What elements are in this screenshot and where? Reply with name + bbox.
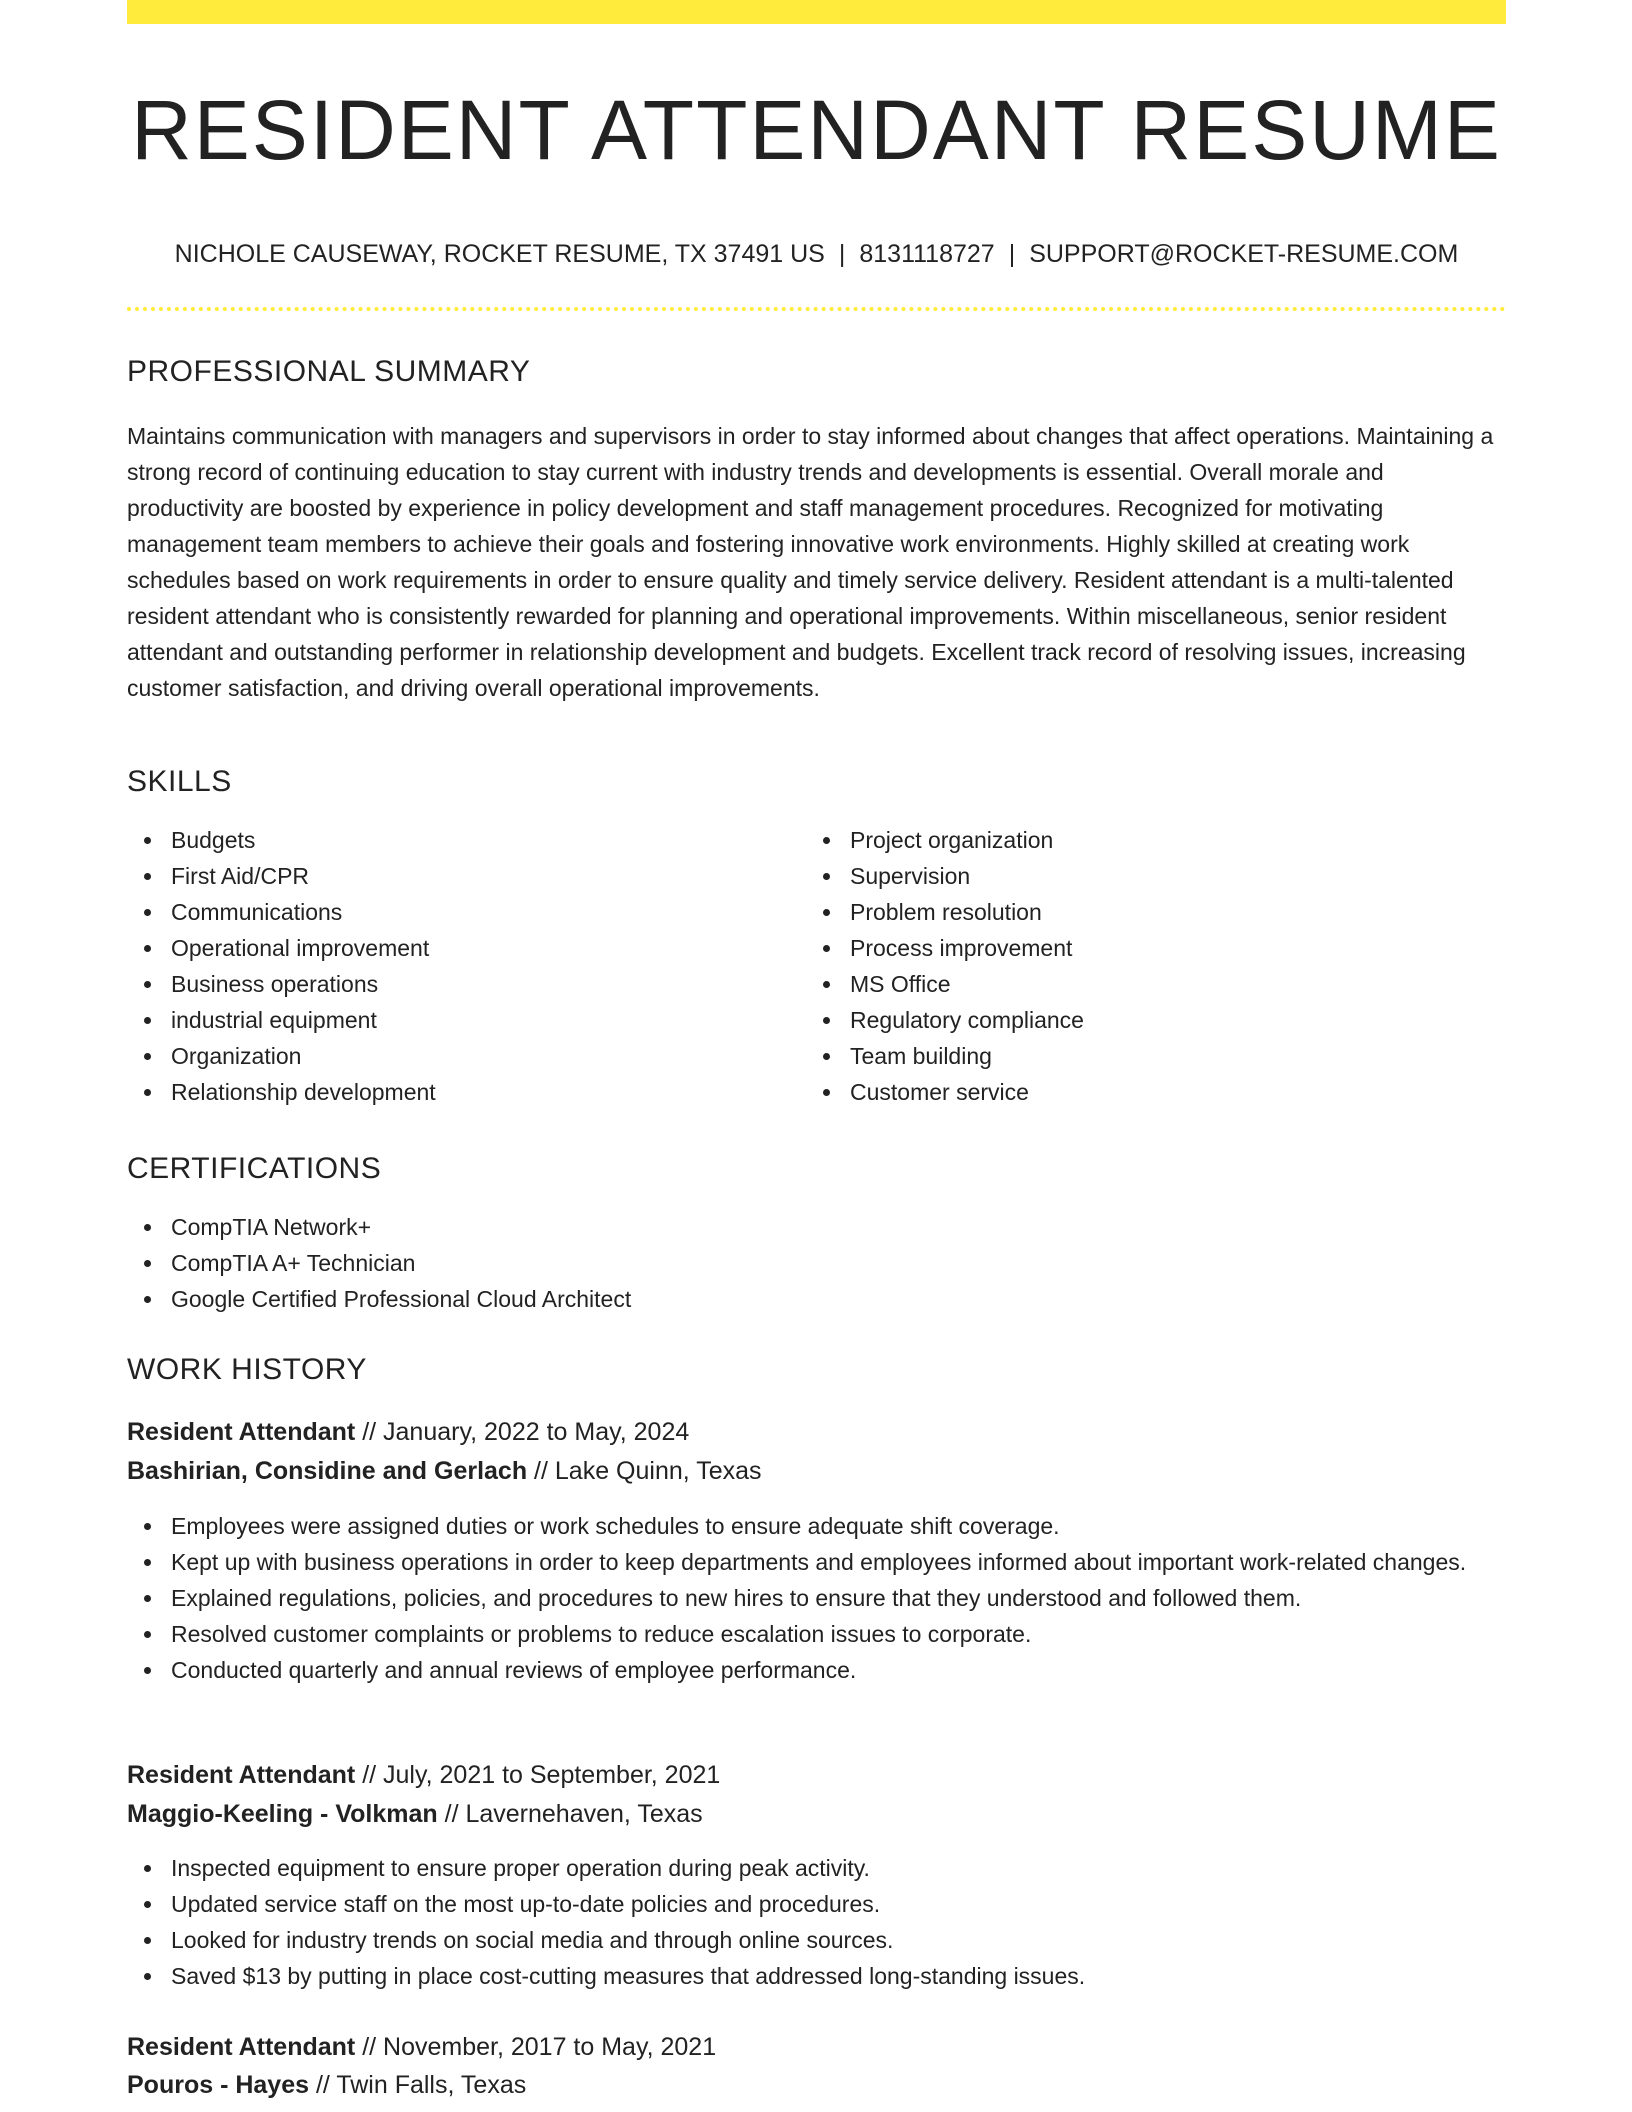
skill-item: Budgets xyxy=(127,822,787,858)
skill-item: Process improvement xyxy=(806,930,1506,966)
job-company: Bashirian, Considine and Gerlach xyxy=(127,1457,528,1485)
contact-separator: | xyxy=(1008,240,1016,268)
job-role: Resident Attendant xyxy=(127,1418,356,1446)
job-title-line xyxy=(127,1756,720,1794)
certifications-heading: CERTIFICATIONS xyxy=(127,1152,382,1185)
job-duty-item: Explained regulations, policies, and procedures to new hires to ensure that they understood and followed them. xyxy=(127,1580,1506,1616)
job-duty-item: Inspected equipment to ensure proper operation during peak activity. xyxy=(127,1850,1506,1886)
skill-item: industrial equipment xyxy=(127,1002,787,1038)
page-title: RESIDENT ATTENDANT RESUME xyxy=(131,83,1502,177)
skill-item: Supervision xyxy=(806,858,1506,894)
job-dates: // January, 2022 to May, 2024 xyxy=(355,1418,690,1446)
job-location: // Lake Quinn, Texas xyxy=(527,1457,762,1485)
skills-list-right xyxy=(806,822,1506,1110)
job-company-line xyxy=(127,2066,526,2104)
job-location: // Twin Falls, Texas xyxy=(309,2071,527,2099)
certifications-list xyxy=(127,1209,1506,1317)
job-duty-item: Updated service staff on the most up-to-date policies and procedures. xyxy=(127,1886,1506,1922)
job-duty-item: Employees were assigned duties or work schedules to ensure adequate shift coverage. xyxy=(127,1508,1506,1544)
contact-phone: 8131118727 xyxy=(859,240,995,268)
job-duty-item: Saved $13 by putting in place cost-cutting measures that addressed long-standing issues. xyxy=(127,1958,1506,1994)
skill-item: Business operations xyxy=(127,966,787,1002)
job-title-line xyxy=(127,1413,689,1451)
skill-item: First Aid/CPR xyxy=(127,858,787,894)
skill-item: Regulatory compliance xyxy=(806,1002,1506,1038)
job-duty-item: Conducted quarterly and annual reviews of employee performance. xyxy=(127,1652,1506,1688)
certification-item: CompTIA Network+ xyxy=(127,1209,1506,1245)
skill-item: MS Office xyxy=(806,966,1506,1002)
contact-address: NICHOLE CAUSEWAY, ROCKET RESUME, TX 37491 US xyxy=(174,240,825,268)
job-company-line xyxy=(127,1795,703,1833)
skill-item: Relationship development xyxy=(127,1074,787,1110)
job-role: Resident Attendant xyxy=(127,1761,356,1789)
job-company-line xyxy=(127,1452,762,1490)
job-company: Pouros - Hayes xyxy=(127,2071,310,2099)
job-role: Resident Attendant xyxy=(127,2033,356,2061)
skill-item: Customer service xyxy=(806,1074,1506,1110)
job-dates: // July, 2021 to September, 2021 xyxy=(355,1761,721,1789)
job-duty-item: Resolved customer complaints or problems to reduce escalation issues to corporate. xyxy=(127,1616,1506,1652)
job-duties-list xyxy=(127,1508,1506,1688)
skill-item: Operational improvement xyxy=(127,930,787,966)
job-duties-list xyxy=(127,1850,1506,1994)
contact-email: SUPPORT@ROCKET-RESUME.COM xyxy=(1029,240,1459,268)
job-company: Maggio-Keeling - Volkman xyxy=(127,1800,438,1828)
contact-separator: | xyxy=(838,240,846,268)
job-duty-item: Kept up with business operations in order to keep departments and employees informed about important work-related changes. xyxy=(127,1544,1506,1580)
work-history-heading: WORK HISTORY xyxy=(127,1353,367,1386)
job-dates: // November, 2017 to May, 2021 xyxy=(355,2033,717,2061)
skill-item: Problem resolution xyxy=(806,894,1506,930)
skill-item: Communications xyxy=(127,894,787,930)
summary-text: Maintains communication with managers and supervisors in order to stay informed about changes that affect operations. Maintaining a strong record of continuing education to stay current with industry trends and developments is essential. Overall morale and productivity are boosted by experience in policy development and staff management procedures. Recognized for motivating management team members to achieve their goals and fostering innovative work environments. Highly skilled at creating work schedules based on work requirements in order to ensure quality and timely service delivery. Resident attendant is a multi-talented resident attendant who is consistently rewarded for planning and operational improvements. Within miscellaneous, senior resident attendant and outstanding performer in relationship development and budgets. Excellent track record of resolving issues, increasing customer satisfaction, and driving overall operational improvements. xyxy=(127,423,1494,701)
skills-list-left xyxy=(127,822,787,1110)
contact-line xyxy=(127,236,1506,272)
job-title-line xyxy=(127,2028,716,2066)
job-location: // Lavernehaven, Texas xyxy=(437,1800,703,1828)
top-accent-bar xyxy=(127,0,1506,24)
skill-item: Organization xyxy=(127,1038,787,1074)
skill-item: Team building xyxy=(806,1038,1506,1074)
certification-item: Google Certified Professional Cloud Architect xyxy=(127,1281,1506,1317)
skills-heading: SKILLS xyxy=(127,765,232,798)
skill-item: Project organization xyxy=(806,822,1506,858)
job-duty-item: Looked for industry trends on social media and through online sources. xyxy=(127,1922,1506,1958)
header-divider xyxy=(127,307,1506,311)
summary-heading: PROFESSIONAL SUMMARY xyxy=(127,355,531,388)
certification-item: CompTIA A+ Technician xyxy=(127,1245,1506,1281)
